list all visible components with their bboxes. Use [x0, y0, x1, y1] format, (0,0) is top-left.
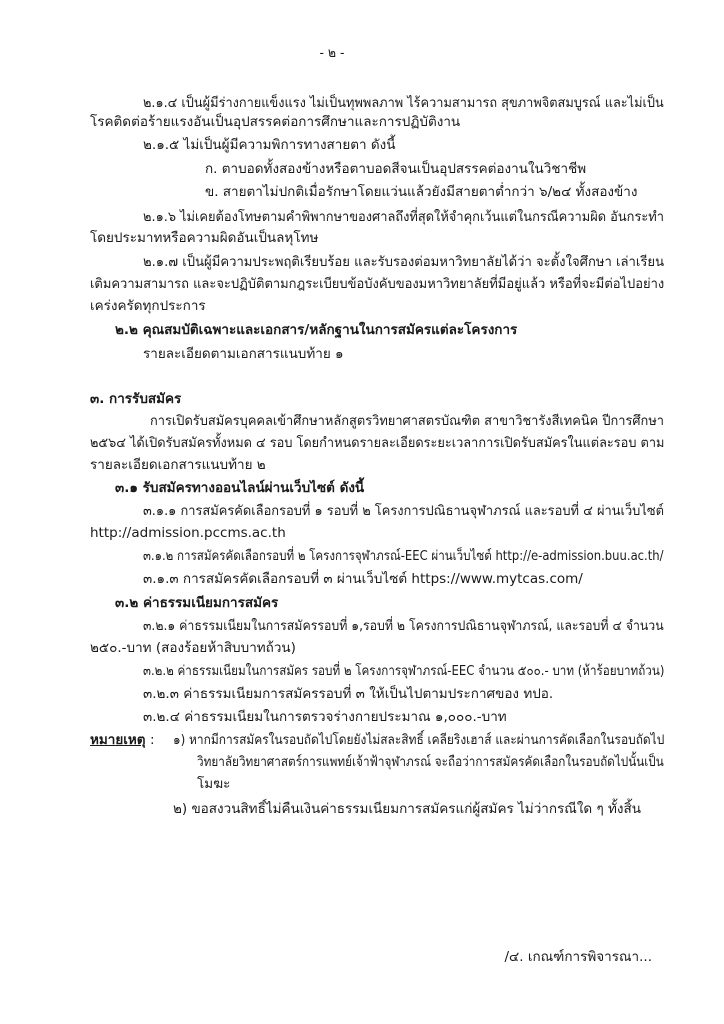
paragraph-line: เติมความสามารถ และจะปฏิบัติตามกฎระเบียบข้อบังคับของมหาวิทยาลัยที่มีอยู่แล้ว หรือที่จะมีต่อไปอย่าง: [90, 276, 665, 292]
paragraph-line: ๓.๑.๓ การสมัครคัดเลือกรอบที่ ๓ ผ่านเว็บไซต์ https://www.mytcas.com/: [143, 571, 583, 587]
paragraph-line: ๓.๑.๑ การสมัครคัดเลือกรอบที่ ๑ รอบที่ ๒ โครงการปณิธานจุฬาภรณ์ และรอบที่ ๔ ผ่านเว็บไซต์: [143, 503, 664, 519]
paragraph-line: ๓.๑.๒ การสมัครคัดเลือกรอบที่ ๒ โครงการจุฬาภรณ์-EEC ผ่านเว็บไซต์ http://e-admission.buu.ac.th/: [143, 548, 664, 564]
paragraph-line: ๒๕๖๔ ได้เปิดรับสมัครทั้งหมด ๔ รอบ โดยกำหนดรายละเอียดระยะเวลาการเปิดรับสมัครในแต่ละรอบ ตาม: [90, 435, 665, 451]
note-item: ๑) หากมีการสมัครในรอบถัดไปโดยยังไม่สละสิทธิ์ เคลียริงเฮาส์ และผ่านการคัดเลือกในรอบถัดไป: [173, 732, 665, 748]
section-heading: ๓.๒ ค่าธรรมเนียมการสมัคร: [115, 595, 279, 611]
paragraph-line: รายละเอียดตามเอกสารแนบท้าย ๑: [143, 346, 344, 362]
section-heading: ๓. การรับสมัคร: [90, 391, 182, 407]
paragraph-line: ๒๕๐.-บาท (สองร้อยห้าสิบบาทถ้วน): [90, 640, 296, 656]
paragraph-line: ๒.๑.๗ เป็นผู้มีความประพฤติเรียบร้อย และรับรองต่อมหาวิทยาลัยได้ว่า จะตั้งใจศึกษา เล่าเรียน: [143, 254, 665, 270]
note-colon: :: [150, 732, 155, 748]
list-item: ข. สายตาไม่ปกติเมื่อรักษาโดยแว่นแล้วยังมีสายตาต่ำกว่า ๖/๒๔ ทั้งสองข้าง: [205, 184, 638, 200]
note-label: หมายเหตุ: [90, 732, 146, 748]
paragraph-line: รายละเอียดเอกสารแนบท้าย ๒: [90, 457, 266, 473]
paragraph-line: ๒.๑.๖ ไม่เคยต้องโทษตามคำพิพากษาของศาลถึงที่สุดให้จำคุกเว้นแต่ในกรณีความผิด อันกระทำ: [143, 209, 664, 225]
note-item-continued: โมฆะ: [197, 776, 231, 792]
page-footer: /๔. เกณฑ์การพิจารณา...: [504, 949, 652, 965]
note-item-continued: วิทยาลัยวิทยาศาสตร์การแพทย์เจ้าฟ้าจุฬาภรณ์ จะถือว่าการสมัครคัดเลือกในรอบถัดไปนั้นเป็น: [197, 754, 664, 770]
website-url: http://admission.pccms.ac.th: [90, 525, 286, 541]
paragraph-line: โรคติดต่อร้ายแรงอันเป็นอุปสรรคต่อการศึกษาและการปฏิบัติงาน: [90, 114, 461, 130]
section-heading: ๓.๑ รับสมัครทางออนไลน์ผ่านเว็บไซต์ ดังนี้: [115, 480, 365, 496]
section-heading: ๒.๒ คุณสมบัติเฉพาะและเอกสาร/หลักฐานในการสมัครแต่ละโครงการ: [115, 322, 518, 338]
note-item: ๒) ขอสงวนสิทธิ์ไม่คืนเงินค่าธรรมเนียมการสมัครแก่ผู้สมัคร ไม่ว่ากรณีใด ๆ ทั้งสิ้น: [173, 801, 641, 817]
paragraph-line: ๒.๑.๔ เป็นผู้มีร่างกายแข็งแรง ไม่เป็นทุพพลภาพ ไร้ความสามารถ สุขภาพจิตสมบูรณ์ และไม่เป็น: [143, 95, 664, 111]
paragraph-line: ๒.๑.๕ ไม่เป็นผู้มีความพิการทางสายตา ดังนี้: [143, 137, 396, 153]
paragraph-line: การเปิดรับสมัครบุคคลเข้าศึกษาหลักสูตรวิทยาศาสตรบัณฑิต สาขาวิชารังสีเทคนิค ปีการศึกษา: [150, 413, 665, 429]
paragraph-line: ๓.๒.๑ ค่าธรรมเนียมในการสมัครรอบที่ ๑,รอบที่ ๒ โครงการปณิธานจุฬาภรณ์, และรอบที่ ๔ จำนวน: [143, 618, 664, 634]
paragraph-line: เคร่งครัดทุกประการ: [90, 298, 206, 314]
paragraph-line: โดยประมาทหรือความผิดอันเป็นลหุโทษ: [90, 230, 319, 246]
page-number: - ๒ -: [319, 45, 345, 61]
paragraph-line: ๓.๒.๔ ค่าธรรมเนียมในการตรวจร่างกายประมาณ ๑,๐๐๐.-บาท: [143, 709, 507, 725]
paragraph-line: ๓.๒.๒ ค่าธรรมเนียมในการสมัคร รอบที่ ๒ โครงการจุฬาภรณ์-EEC จำนวน ๕๐๐.- บาท (ห้าร้อยบาทถ้วน): [143, 663, 665, 679]
paragraph-line: ๓.๒.๓ ค่าธรรมเนียมการสมัครรอบที่ ๓ ให้เป็นไปตามประกาศของ ทปอ.: [143, 686, 554, 702]
list-item: ก. ตาบอดทั้งสองข้างหรือตาบอดสีจนเป็นอุปสรรคต่องานในวิชาชีพ: [205, 161, 587, 177]
